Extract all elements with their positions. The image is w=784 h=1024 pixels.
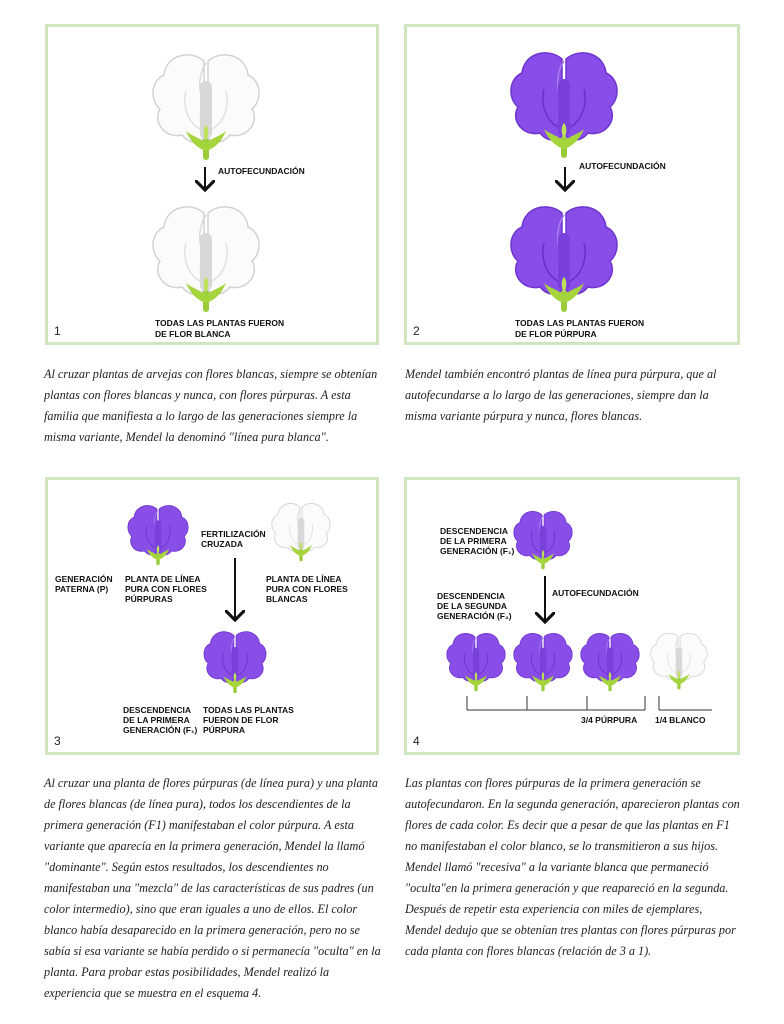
f1-result-line2: FUERON DE FLOR	[203, 715, 279, 725]
f1-label-line2: DE LA PRIMERA	[440, 536, 507, 546]
purple-parent-flower	[128, 506, 188, 564]
ratio-purple-label: 3/4 PÚRPURA	[581, 715, 638, 725]
caption-1: Al cruzar plantas de arvejas con flores blancas, siempre se obtenían plantas con flores blancas y nunca, con flores púrpuras. A esta familia que manifiesta a lo largo de las generaciones siempre la misma variante, Mendel la denominó "línea pura blanca".	[44, 367, 378, 444]
panel-number: 4	[413, 734, 420, 748]
f1-purple-flower	[514, 511, 572, 567]
f1-purple-flower	[204, 632, 266, 692]
f1-label-line2: DE LA PRIMERA	[123, 715, 190, 725]
f1-label-line1: DESCENDENCIA	[440, 526, 509, 536]
arrow-label: AUTOFECUNDACIÓN	[552, 588, 639, 598]
caption-3: Al cruzar una planta de flores púrpuras (de línea pura) y una planta de flores blancas (de línea pura), todos los descendientes de la primera generación (F1) manifestaban el color púrpura. A esta variante que aparecía en la primera generación, Mendel la llamó "dominante". Según estos resultados, los descendientes no manifestaban una "mezcla" de las características de sus padres (un color intermedio), sino que eran iguales a uno de ellos. El color blanco había desaparecido en la primera generación, pero no se sabía si esa variante se había perdido o si permanecía "oculta" en la planta. Para probar estas posibilidades, Mendel realizó la experiencia que se muestra en el esquema 4.	[44, 776, 381, 1000]
f2-label-line3: GENERACIÓN (F₂)	[437, 611, 512, 621]
white-flower-offspring	[153, 207, 259, 309]
ratio-bracket-white	[659, 696, 712, 710]
result-label-line2: DE FLOR BLANCA	[155, 329, 231, 339]
panel-3-cross-fertilization	[45, 477, 379, 755]
result-label-line1: TODAS LAS PLANTAS FUERON	[515, 318, 645, 328]
result-label-line1: TODAS LAS PLANTAS FUERON	[155, 318, 285, 328]
f1-result-line3: PÚRPURA	[203, 725, 246, 735]
panel-2-drawing	[407, 27, 737, 342]
f1-result-line1: TODAS LAS PLANTAS	[203, 705, 294, 715]
arrow-label: AUTOFECUNDACIÓN	[218, 166, 305, 176]
purple-parent-line3: PÚRPURAS	[125, 594, 173, 604]
cross-label-line2: CRUZADA	[201, 539, 244, 549]
f2-purple-flower-3	[581, 633, 639, 689]
f2-white-flower	[651, 633, 708, 687]
f2-purple-flower-1	[447, 633, 505, 689]
panel-2-purple-self-fertilization	[404, 24, 740, 345]
white-parent-flower	[272, 503, 330, 559]
panel-number: 3	[54, 734, 61, 748]
purple-flower-offspring	[511, 207, 617, 309]
panel-1-white-self-fertilization	[45, 24, 379, 345]
white-parent-line1: PLANTA DE LÍNEA	[266, 574, 342, 584]
f2-label-line2: DE LA SEGUNDA	[437, 601, 508, 611]
purple-parent-line2: PURA CON FLORES	[125, 584, 207, 594]
f1-label-line3: GENERACIÓN (F₁)	[123, 725, 198, 735]
white-flower-parent	[153, 55, 259, 157]
f1-label-line1: DESCENDENCIA	[123, 705, 192, 715]
panel-4-f2-generation	[404, 477, 740, 755]
panel-number: 2	[413, 324, 420, 338]
gen-p-label-line2: PATERNA (P)	[55, 584, 109, 594]
panel-number: 1	[54, 324, 61, 338]
caption-4: Las plantas con flores púrpuras de la primera generación se autofecundaron. En la segunda generación, aparecieron plantas con flores de cada color. Es decir que a pesar de que las plantas en F1 no manifestaban el color blanco, se lo transmitieron a sus hijos. Mendel llamó "recesiva" a la variante blanca que permaneció "oculta"en la primera generación y que reapareció en la segunda. Después de repetir esta experiencia con miles de ejemplares, Mendel dedujo que se obtenían tres plantas con flores púrpuras por cada planta con flores blancas (relación de 3 a 1).	[405, 776, 740, 958]
arrow-label: AUTOFECUNDACIÓN	[579, 161, 666, 171]
result-label-line2: DE FLOR PÚRPURA	[515, 329, 597, 339]
caption-2: Mendel también encontró plantas de línea pura púrpura, que al autofecundarse a lo largo de las generaciones, siempre dan la misma variante púrpura y nunca, flores blancas.	[405, 367, 717, 423]
ratio-bracket-purple	[467, 696, 645, 710]
f2-label-line1: DESCENDENCIA	[437, 591, 506, 601]
panel-1-drawing	[48, 27, 376, 342]
white-parent-line2: PURA CON FLORES	[266, 584, 348, 594]
white-parent-line3: BLANCAS	[266, 594, 308, 604]
f2-purple-flower-2	[514, 633, 572, 689]
purple-flower-parent	[511, 53, 617, 155]
cross-label-line1: FERTILIZACIÓN	[201, 529, 266, 539]
ratio-white-label: 1/4 BLANCO	[655, 715, 706, 725]
purple-parent-line1: PLANTA DE LÍNEA	[125, 574, 201, 584]
gen-p-label-line1: GENERACIÓN	[55, 574, 113, 584]
f1-label-line3: GENERACIÓN (F₁)	[440, 546, 515, 556]
